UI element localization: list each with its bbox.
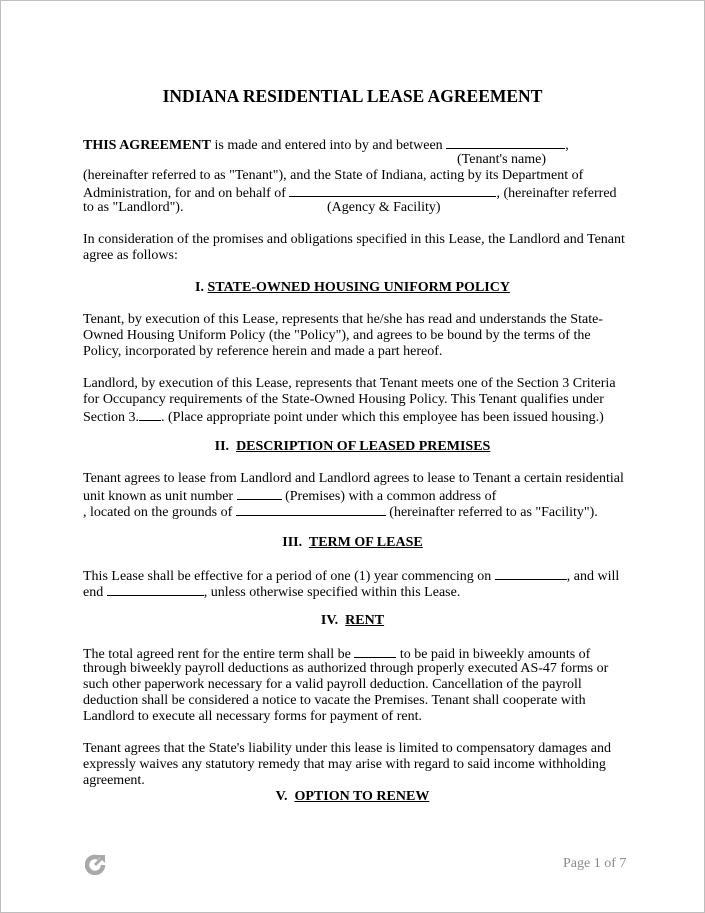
section-point-blank[interactable] (139, 408, 161, 421)
s3-line: end , unless otherwise specified within this Lease. (83, 585, 461, 600)
section-2-heading: II. DESCRIPTION OF LEASED PREMISES (214, 439, 491, 454)
section-4-heading: IV. RENT (320, 613, 385, 628)
intro-line-3: (hereinafter referred to as "Tenant"), and the State of Indiana, acting by its Department of (83, 168, 584, 183)
section-5-heading: V. OPTION TO RENEW (275, 789, 430, 804)
s1-p1-line: Policy, incorporated by reference herein and made a part hereof. (83, 344, 443, 359)
s3-line: This Lease shall be effective for a period of one (1) year commencing on , and will (83, 569, 620, 584)
s1-p2-line: Section 3. . (Place appropriate point under which this employee has been issued housing.) (83, 410, 604, 425)
consideration-line-2: agree as follows: (83, 248, 178, 263)
facility-blank[interactable] (236, 503, 386, 516)
s1-p1-line: Tenant, by execution of this Lease, represents that he/she has read and understands the State- (83, 312, 603, 327)
s4-line: through biweekly payroll deductions as authorized through properly executed AS-47 forms or (83, 661, 609, 676)
page-number: Page 1 of 7 (563, 856, 627, 871)
s1-p1-line: Owned Housing Uniform Policy (the "Policy"), and agrees to be bound by the terms of the (83, 328, 591, 343)
rent-total-blank[interactable] (354, 645, 396, 658)
start-date-blank[interactable] (495, 567, 567, 580)
document-title: INDIANA RESIDENTIAL LEASE AGREEMENT (162, 86, 543, 106)
section-1-heading: I. STATE-OWNED HOUSING UNIFORM POLICY (195, 280, 510, 295)
s4-line: deduction shall be considered a notice to vacate the Premises. Tenant shall cooperate with (83, 693, 586, 708)
s4-line: The total agreed rent for the entire term shall be to be paid in biweekly amounts of (83, 647, 591, 662)
end-date-blank[interactable] (107, 583, 204, 596)
tenant-name-blank[interactable] (446, 136, 565, 149)
s4-p2-line: agreement. (83, 773, 145, 788)
intro-line-5: to as "Landlord"). (83, 200, 184, 215)
s4-line: such other paperwork necessary for a valid payroll deduction. Cancellation of the payroll (83, 677, 582, 692)
agency-label: (Agency & Facility) (327, 200, 441, 215)
consideration-line-1: In consideration of the promises and obligations specified in this Lease, the Landlord and Tenant (83, 232, 625, 247)
s2-line: unit known as unit number (Premises) with a common address of (83, 489, 497, 504)
s2-line: , located on the grounds of (hereinafter referred to as "Facility"). (83, 505, 598, 520)
intro-line-1: THIS AGREEMENT is made and entered into by and between , (83, 138, 569, 153)
tenant-name-label: (Tenant's name) (457, 152, 547, 167)
arrow-logo-icon (85, 853, 107, 875)
s4-p2-line: expressly waives any statutory remedy that may arise with regard to said income withholding (83, 757, 606, 772)
s2-line: Tenant agrees to lease from Landlord and Landlord agrees to lease to Tenant a certain residential (83, 471, 624, 486)
s4-p2-line: Tenant agrees that the State's liability under this lease is limited to compensatory damages and (83, 741, 611, 756)
s4-line: Landlord to execute all necessary forms for payment of rent. (83, 709, 422, 724)
unit-number-blank[interactable] (237, 487, 282, 500)
agency-blank[interactable] (289, 184, 496, 197)
s1-p2-line: for Occupancy requirements of the State-Owned Housing Policy. This Tenant qualifies under (83, 392, 604, 407)
s1-p2-line: Landlord, by execution of this Lease, represents that Tenant meets one of the Section 3 Criteria (83, 376, 616, 391)
intro-line-4: Administration, for and on behalf of , (hereinafter referred (83, 186, 617, 201)
section-3-heading: III. TERM OF LEASE (282, 535, 423, 550)
